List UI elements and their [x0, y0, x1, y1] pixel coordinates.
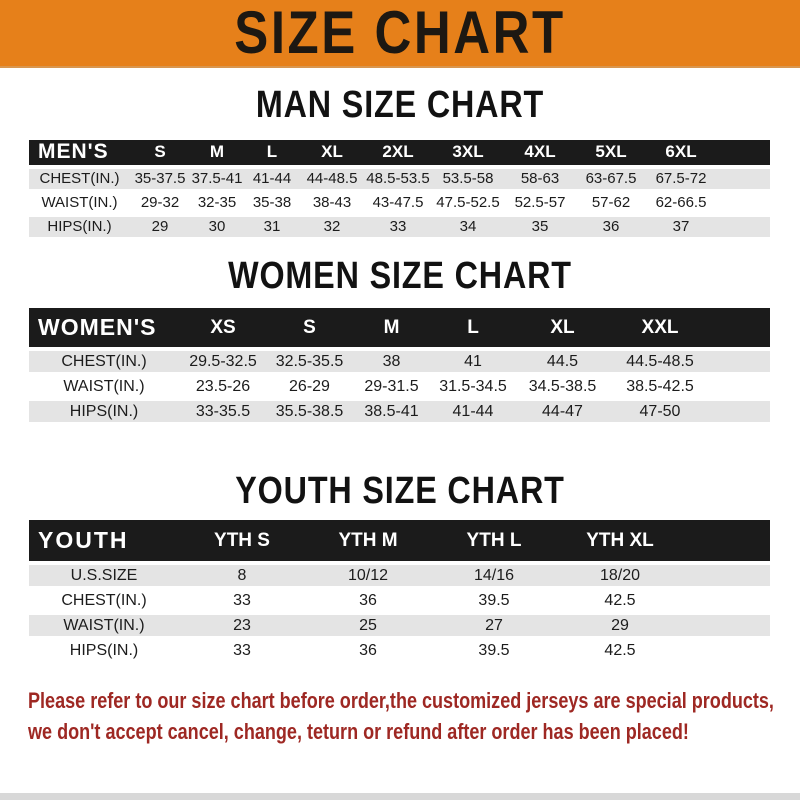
footer-line-2: we don't accept cancel, change, teturn or refund after order has been placed!	[28, 719, 689, 745]
size-value-cell: 34	[432, 215, 504, 239]
size-chart-banner	[0, 0, 800, 68]
size-value-cell: 47.5-52.5	[432, 191, 504, 215]
measurement-row	[29, 215, 770, 239]
size-value-cell: 63-67.5	[576, 167, 646, 191]
size-value-cell: 27	[431, 613, 557, 638]
table-corner-label: MEN'S	[29, 140, 130, 167]
measurement-row	[29, 374, 770, 399]
row-label: CHEST(IN.)	[29, 588, 179, 613]
size-value-cell: 25	[305, 613, 431, 638]
size-column-header: M	[190, 140, 244, 167]
women-section-heading: WOMEN SIZE CHART	[228, 254, 572, 297]
size-value-cell: 39.5	[431, 588, 557, 613]
size-value-cell: 35-37.5	[130, 167, 190, 191]
size-column-header: M	[352, 308, 431, 349]
size-value-cell: 36	[305, 588, 431, 613]
size-value-cell: 39.5	[431, 638, 557, 663]
row-label: WAIST(IN.)	[29, 374, 179, 399]
size-value-cell: 44-47	[515, 399, 610, 424]
size-value-cell: 35-38	[244, 191, 300, 215]
size-column-header: 5XL	[576, 140, 646, 167]
row-spacer	[683, 638, 770, 663]
youth-section-heading: YOUTH SIZE CHART	[235, 470, 565, 513]
header-spacer	[710, 308, 770, 349]
size-value-cell: 35.5-38.5	[267, 399, 352, 424]
measurement-row	[29, 563, 770, 588]
size-header-row	[29, 520, 770, 563]
size-column-header: YTH S	[179, 520, 305, 563]
row-spacer	[710, 399, 770, 424]
size-value-cell: 42.5	[557, 638, 683, 663]
measurement-row	[29, 638, 770, 663]
size-value-cell: 31.5-34.5	[431, 374, 515, 399]
size-value-cell: 29.5-32.5	[179, 349, 267, 374]
youth-size-section	[0, 470, 800, 665]
size-value-cell: 33	[179, 588, 305, 613]
size-value-cell: 36	[305, 638, 431, 663]
size-value-cell: 32.5-35.5	[267, 349, 352, 374]
size-column-header: YTH XL	[557, 520, 683, 563]
size-value-cell: 14/16	[431, 563, 557, 588]
row-spacer	[716, 215, 770, 239]
size-value-cell: 36	[576, 215, 646, 239]
row-spacer	[710, 374, 770, 399]
header-spacer	[716, 140, 770, 167]
size-value-cell: 38-43	[300, 191, 364, 215]
size-value-cell: 44.5	[515, 349, 610, 374]
size-value-cell: 26-29	[267, 374, 352, 399]
size-value-cell: 38.5-42.5	[610, 374, 710, 399]
measurement-row	[29, 613, 770, 638]
size-column-header: YTH M	[305, 520, 431, 563]
measurement-row	[29, 191, 770, 215]
size-column-header: 4XL	[504, 140, 576, 167]
measurement-row	[29, 349, 770, 374]
size-value-cell: 18/20	[557, 563, 683, 588]
size-value-cell: 37.5-41	[190, 167, 244, 191]
size-value-cell: 34.5-38.5	[515, 374, 610, 399]
size-value-cell: 8	[179, 563, 305, 588]
size-value-cell: 53.5-58	[432, 167, 504, 191]
size-header-row	[29, 140, 770, 167]
size-value-cell: 10/12	[305, 563, 431, 588]
size-value-cell: 57-62	[576, 191, 646, 215]
row-spacer	[716, 191, 770, 215]
row-spacer	[683, 588, 770, 613]
size-value-cell: 32	[300, 215, 364, 239]
size-column-header: S	[130, 140, 190, 167]
row-spacer	[683, 563, 770, 588]
youth-size-table	[29, 520, 770, 665]
size-value-cell: 38	[352, 349, 431, 374]
size-value-cell: 23.5-26	[179, 374, 267, 399]
row-label: CHEST(IN.)	[29, 349, 179, 374]
size-column-header: L	[244, 140, 300, 167]
banner-title: SIZE CHART	[234, 0, 566, 66]
row-label: WAIST(IN.)	[29, 191, 130, 215]
size-column-header: XL	[300, 140, 364, 167]
size-column-header: 3XL	[432, 140, 504, 167]
size-value-cell: 42.5	[557, 588, 683, 613]
size-value-cell: 33	[364, 215, 432, 239]
size-value-cell: 62-66.5	[646, 191, 716, 215]
size-value-cell: 38.5-41	[352, 399, 431, 424]
size-value-cell: 52.5-57	[504, 191, 576, 215]
row-label: HIPS(IN.)	[29, 638, 179, 663]
row-label: WAIST(IN.)	[29, 613, 179, 638]
table-corner-label: WOMEN'S	[29, 308, 179, 349]
size-column-header: 6XL	[646, 140, 716, 167]
row-label: HIPS(IN.)	[29, 399, 179, 424]
header-spacer	[683, 520, 770, 563]
men-size-table	[29, 140, 770, 241]
size-value-cell: 44-48.5	[300, 167, 364, 191]
row-spacer	[716, 167, 770, 191]
size-value-cell: 33-35.5	[179, 399, 267, 424]
size-value-cell: 31	[244, 215, 300, 239]
measurement-row	[29, 588, 770, 613]
size-value-cell: 29-32	[130, 191, 190, 215]
bottom-strip	[0, 793, 800, 800]
size-value-cell: 44.5-48.5	[610, 349, 710, 374]
size-value-cell: 30	[190, 215, 244, 239]
size-column-header: 2XL	[364, 140, 432, 167]
size-value-cell: 58-63	[504, 167, 576, 191]
size-value-cell: 35	[504, 215, 576, 239]
row-label: CHEST(IN.)	[29, 167, 130, 191]
size-value-cell: 48.5-53.5	[364, 167, 432, 191]
size-value-cell: 29	[130, 215, 190, 239]
size-value-cell: 41-44	[244, 167, 300, 191]
men-section-heading: MAN SIZE CHART	[255, 84, 545, 126]
footer-note	[0, 685, 800, 747]
row-spacer	[683, 613, 770, 638]
men-size-section	[0, 84, 800, 241]
size-header-row	[29, 308, 770, 349]
row-label: HIPS(IN.)	[29, 215, 130, 239]
size-value-cell: 41-44	[431, 399, 515, 424]
row-spacer	[710, 349, 770, 374]
size-value-cell: 29	[557, 613, 683, 638]
size-value-cell: 41	[431, 349, 515, 374]
size-column-header: YTH L	[431, 520, 557, 563]
size-value-cell: 37	[646, 215, 716, 239]
size-column-header: XL	[515, 308, 610, 349]
size-value-cell: 33	[179, 638, 305, 663]
measurement-row	[29, 167, 770, 191]
measurement-row	[29, 399, 770, 424]
table-corner-label: YOUTH	[29, 520, 179, 563]
size-column-header: XXL	[610, 308, 710, 349]
size-value-cell: 32-35	[190, 191, 244, 215]
women-size-table	[29, 308, 770, 426]
row-label: U.S.SIZE	[29, 563, 179, 588]
size-value-cell: 43-47.5	[364, 191, 432, 215]
women-size-section	[0, 255, 800, 427]
size-value-cell: 23	[179, 613, 305, 638]
size-column-header: L	[431, 308, 515, 349]
size-value-cell: 29-31.5	[352, 374, 431, 399]
size-value-cell: 47-50	[610, 399, 710, 424]
size-value-cell: 67.5-72	[646, 167, 716, 191]
footer-line-1: Please refer to our size chart before order,the customized jerseys are special products,	[28, 688, 774, 714]
size-column-header: XS	[179, 308, 267, 349]
size-column-header: S	[267, 308, 352, 349]
